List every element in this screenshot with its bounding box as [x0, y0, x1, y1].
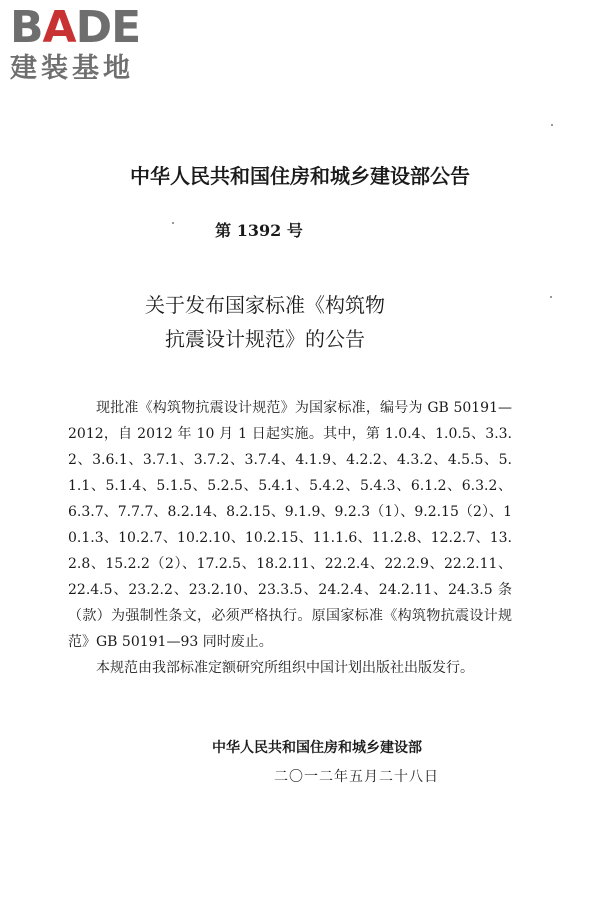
- bade-logo: [10, 4, 180, 86]
- notice-title: 中华人民共和国住房和城乡建设部公告: [130, 164, 470, 188]
- scan-speck: [551, 124, 553, 126]
- notice-subtitle: [0, 288, 530, 356]
- logo-letter-b: B: [10, 2, 43, 53]
- logo-wordmark: [10, 4, 180, 52]
- logo-letters-de: DE: [75, 2, 141, 53]
- subtitle-line-2: 抗震设计规范》的公告: [165, 327, 365, 351]
- notice-body: [68, 395, 512, 681]
- scan-speck: [550, 296, 552, 298]
- scan-speck: [172, 222, 174, 224]
- issuer-signature: 中华人民共和国住房和城乡建设部: [212, 740, 422, 756]
- notice-number: 第 1392 号: [215, 221, 303, 240]
- subtitle-line-1: 关于发布国家标准《构筑物: [145, 293, 385, 317]
- logo-subtitle: 建装基地: [10, 53, 134, 84]
- body-paragraph-2: 本规范由我部标准定额研究所组织中国计划出版社出版发行。: [96, 660, 474, 676]
- logo-letter-a: A: [42, 2, 76, 53]
- issue-date: 二〇一二年五月二十八日: [274, 769, 439, 785]
- body-paragraph-1: 现批准《构筑物抗震设计规范》为国家标准，编号为 GB 50191—2012，自 2012 年 10 月 1 日起实施。其中，第 1.0.4、1.0.5、3.3.2、3.6.1、3.7.1、3.7.2、3.7.4、4.1.9、4.2.2、4.3.2、4.5.5、5.1.1、5.1.4、5.1.5、5.2.5、5.4.1、5.4.2、5.4.3、6.1.2、6.3.2、6.3.7、7.7.7、8.2.14、8.2.15、9.1.9、9.2.3（1）、9.2.15（2）、10.1.3、10.2.7、10.2.10、10.2.15、11.1.6、11.2.8、12.2.7、13.2.8、15.2.2（2）、17.2.5、18.2.11、22.2.4、22.2.9、22.2.11、22.4.5、23.2.2、23.2.10、23.3.5、24.2.4、24.2.11、24.3.5 条（款）为强制性条文，必须严格执行。原国家标准《构筑物抗震设计规范》GB 50191—93 同时废止。: [68, 400, 512, 650]
